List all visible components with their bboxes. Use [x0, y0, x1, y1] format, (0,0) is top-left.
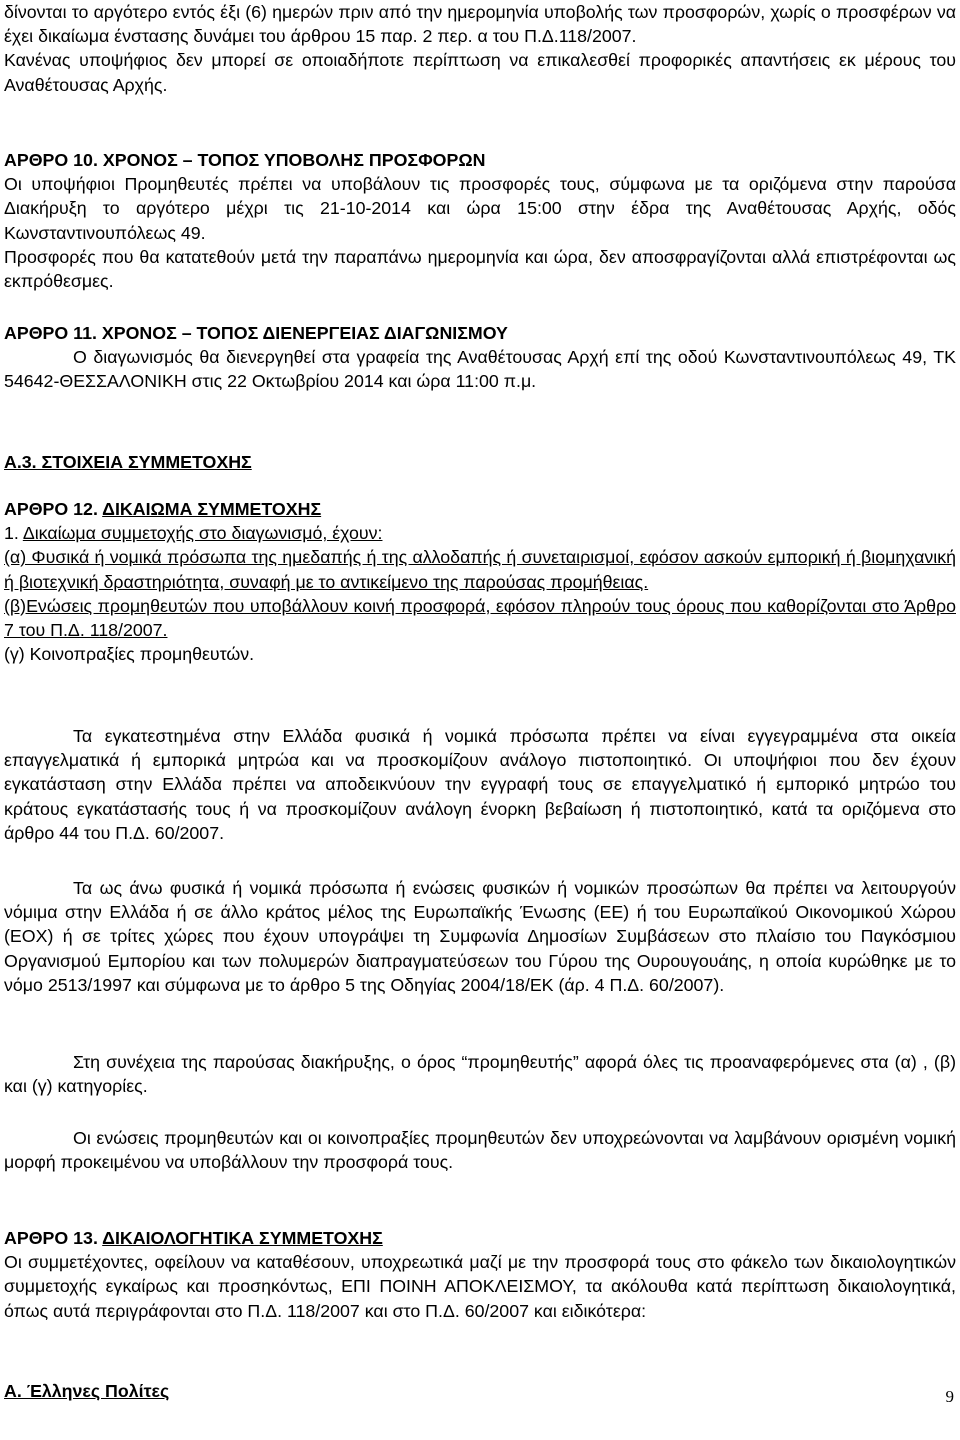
article-12-operate-paragraph: Τα ως άνω φυσικά ή νομικά πρόσωπα ή ενώσεις φυσικών ή νομικών προσώπων θα πρέπει να λειτουργούν νόμιμα στην Ελλάδα ή σε άλλο κράτος μέλος της Ευρωπαϊκής Ένωσης (ΕΕ) ή του Ευρωπαϊκού Οικονομικού Χώρου (ΕΟΧ) ή σε τρίτες χώρες που έχουν υπογράψει τη Συμφωνία Δημοσίων Συμβάσεων στο πλαίσιο του Παγκόσμιου Οργανισμού Εμπορίου και των πολυμερών διαπραγματεύσεων του Γύρου της Ουρουγουάης, η οποία κυρώθηκε με το νόμο 2513/1997 και σύμφωνα με το άρθρο 5 της Οδηγίας 2004/18/ΕΚ (άρ. 4 Π.Δ. 60/2007). [4, 878, 956, 995]
article-11-paragraph-1: Ο διαγωνισμός θα διενεργηθεί στα γραφεία της Αναθέτουσας Αρχή επί της οδού Κωνσταντινουπόλεως 49, ΤΚ 54642-ΘΕΣΣΑΛΟΝΙΚΗ στις 22 Οκτωβρίου 2014 και ώρα 11:00 π.μ. [4, 347, 956, 392]
article-11-label: ΑΡΘΡΟ 11. [4, 323, 97, 343]
article-11-heading [4, 321, 956, 345]
intro-section [4, 0, 956, 97]
article-13-title: ΔΙΚΑΙΟΛΟΓΗΤΙΚΑ ΣΥΜΜΕΤΟΧΗΣ [102, 1228, 383, 1248]
article-12-heading [4, 497, 956, 521]
article-11-title: ΧΡΟΝΟΣ – ΤΟΠΟΣ ΔΙΕΝΕΡΓΕΙΑΣ ΔΙΑΓΩΝΙΣΜΟΥ [101, 323, 508, 343]
article-10 [4, 148, 956, 293]
article-10-label: ΑΡΘΡΟ 10. [4, 150, 98, 170]
section-a3-title: Α.3. ΣΤΟΙΧΕΙΑ ΣΥΜΜΕΤΟΧΗΣ [4, 452, 252, 472]
article-10-paragraph-2: Προσφορές που θα κατατεθούν μετά την παραπάνω ημερομηνία και ώρα, δεν αποσφραγίζονται αλλά επιστρέφονται ως εκπρόθεσμες. [4, 246, 956, 292]
article-12-term [4, 1050, 956, 1098]
article-12-operate [4, 876, 956, 997]
article-12-title: ΔΙΚΑΙΩΜΑ ΣΥΜΜΕΤΟΧΗΣ [102, 499, 322, 519]
article-12 [4, 497, 956, 666]
article-10-heading [4, 148, 956, 172]
article-12-registered-paragraph: Τα εγκατεστημένα στην Ελλάδα φυσικά ή νομικά πρόσωπα πρέπει να είναι εγγεγραμμένα στα οικεία επαγγελματικά ή εμπορικά μητρώα και να προσκομίζουν ανάλογο πιστοποιητικό. Οι υποψήφιοι που δεν έχουν εγκατάσταση στην Ελλάδα πρέπει να αποδεικνύουν την εγγραφή τους σε επαγγελματικό ή εμπορικό μητρώο του κράτους εγκατάστασής τους ή να προσκομίζουν ανάλογη ένορκη βεβαίωση ή πιστοποιητικό, κατά τα οριζόμενα στο άρθρο 44 του Π.Δ. 60/2007. [4, 726, 956, 843]
article-13-heading [4, 1226, 956, 1250]
article-12-item-1-number: 1. [4, 523, 19, 544]
intro-paragraph-2: Κανένας υποψήφιος δεν μπορεί σε οποιαδήποτε περίπτωση να επικαλεσθεί προφορικές απαντήσεις εκ μέρους του Αναθέτουσας Αρχής. [4, 50, 956, 95]
article-10-paragraph-1: Οι υποψήφιοι Προμηθευτές πρέπει να υποβάλουν τις προσφορές τους, σύμφωνα με τα οριζόμενα στην παρούσα Διακήρυξη το αργότερο μέχρι τις 21-10-2014 και ώρα 15:00 στην έδρα της Αναθέτουσας Αρχής, οδός Κωνσταντινουπόλεως 49. [4, 174, 956, 243]
article-12-item-1 [4, 521, 956, 545]
article-13-subsection [4, 1379, 956, 1403]
article-12-item-c: (γ) Κοινοπραξίες προμηθευτών. [4, 644, 255, 665]
article-12-item-1-text: Δικαίωμα συμμετοχής στο διαγωνισμό, έχουν: [22, 523, 383, 544]
article-13-subsection-title: Α. Έλληνες Πολίτες [4, 1381, 170, 1401]
article-12-registered [4, 724, 956, 845]
article-12-term-paragraph: Στη συνέχεια της παρούσας διακήρυξης, ο όρος “προμηθευτής” αφορά όλες τις προαναφερόμενες στα (α) , (β) και (γ) κατηγορίες. [4, 1052, 956, 1097]
section-a3 [4, 450, 956, 474]
article-12-unions [4, 1126, 956, 1174]
article-12-label: ΑΡΘΡΟ 12. [4, 499, 98, 519]
article-13-label: ΑΡΘΡΟ 13. [4, 1228, 98, 1248]
article-13-paragraph-1: Οι συμμετέχοντες, οφείλουν να καταθέσουν, υποχρεωτικά μαζί με την προσφορά τους στο φάκελο των δικαιολογητικών συμμετοχής εγκαίρως και προσηκόντως, ΕΠΙ ΠΟΙΝΗ ΑΠΟΚΛΕΙΣΜΟΥ, τα ακόλουθα κατά περίπτωση δικαιολογητικά, όπως αυτά περιγράφονται στο Π.Δ. 118/2007 και στο Π.Δ. 60/2007 και ειδικότερα: [4, 1252, 956, 1321]
intro-paragraph-1: δίνονται το αργότερο εντός έξι (6) ημερών πριν από την ημερομηνία υποβολής των προσφορών, χωρίς ο προσφέρων να έχει δικαίωμα ένστασης δυνάμει του άρθρου 15 παρ. 2 περ. α του Π.Δ.118/2007. [4, 2, 956, 47]
article-12-item-a: (α) Φυσικά ή νομικά πρόσωπα της ημεδαπής ή της αλλοδαπής ή συνεταιρισμοί, εφόσον ασκούν εμπορική ή βιομηχανική ή βιοτεχνική δραστηριότητα, συναφή με το αντικείμενο της παρούσας προμήθειας. [4, 547, 956, 592]
article-10-title: ΧΡΟΝΟΣ – ΤΟΠΟΣ ΥΠΟΒΟΛΗΣ ΠΡΟΣΦΟΡΩΝ [102, 150, 486, 170]
article-11 [4, 321, 956, 394]
article-13 [4, 1226, 956, 1323]
page-number: 9 [945, 1387, 954, 1406]
article-12-item-b: (β)Ενώσεις προμηθευτών που υποβάλλουν κοινή προσφορά, εφόσον πληρούν τους όρους που καθορίζονται στο Άρθρο 7 του Π.Δ. 118/2007. [4, 595, 956, 641]
article-12-unions-paragraph: Οι ενώσεις προμηθευτών και οι κοινοπραξίες προμηθευτών δεν υποχρεώνονται να λαμβάνουν ορισμένη νομική μορφή προκειμένου να υποβάλλουν την προσφορά τους. [4, 1128, 956, 1173]
